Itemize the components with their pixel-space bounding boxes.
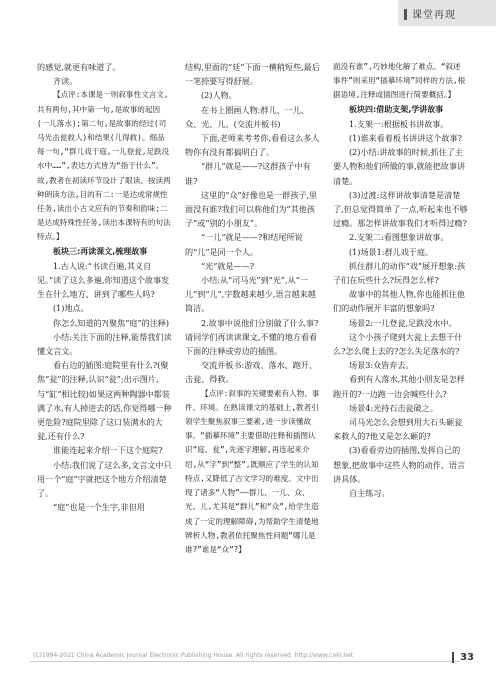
paragraph: 面没有谁”,巧妙地化解了难点。“叙述事件”则采用“插摹环境”同样的方法,根据语境,注释或插图进行简要概括。】 xyxy=(333,62,466,100)
paragraph: “光”就是——? xyxy=(201,260,255,271)
paragraph: 看右边的插图:庭院里有什么?(聚焦“瓮”的注释,认识“瓮”;出示图片,与“缸”相比较)如果这两种陶器中都装满了水,有人掉进去的话,你觉得哪一种更危险?庭院里除了这口装满水的大瓮,还有什么? xyxy=(37,360,172,442)
section-title: 课堂再现 xyxy=(412,10,456,21)
footer-divider xyxy=(30,661,460,662)
paragraph: 小结:我们说了这么多,文言文中只用一个“庭”字就把这个地方介绍清楚了。 xyxy=(37,459,172,499)
text-column-1 xyxy=(37,60,172,515)
paragraph: 你怎么知道的?(聚焦“庭”的注释) xyxy=(53,317,170,328)
paragraph: 场景3:众皆弃去。 xyxy=(349,360,414,371)
paragraph: 场景4:光持石击瓮破之。 xyxy=(349,402,438,413)
paragraph: “庭”也是一个生字,非但用 xyxy=(53,502,145,513)
paragraph: 1.古人说:“书读百遍,其义自见。”读了这么多遍,你知道这个故事发生在什么地方、讲到了哪些人吗? xyxy=(37,260,170,300)
paragraph: 交流并板书:游戏、落水、跑开、击瓮、得救。 xyxy=(185,360,318,385)
paragraph: 结构,里面的“廷”下面一横稍短些,最后一笔捺要写得舒展。 xyxy=(185,62,320,87)
paragraph: 在书上圈画人物:群儿、一儿、众、光、儿。(交流并板书) xyxy=(185,104,309,129)
paragraph: 2.故事中说他们分别做了什么事?请同学们再读读课文,不懂的地方看看下面的注释或旁边的插图。 xyxy=(185,317,319,357)
paragraph: 这里的“众”好像也是一群孩子,里面没有谁?我们可以称他们为“其他孩子”或“别的小朋友”。 xyxy=(185,189,318,229)
copyright-notice: (C)1994-2021 China Academic Journal Electronic Publishing House. All rights reserved. http://www.cnki.net xyxy=(33,652,354,659)
paragraph: 【点评:叙事的关键要素有人物、事件、环境。在熟读课文的基础上,教者引领学生聚焦叙事三要素,进一步读懂故事。“插摹环境”主要借助注释和插图认识“庭、瓮”,先逐字理解,再连起来介绍,从“字”到“整”,既顺应了学生的认知特点,又降低了古文学习的难度。文中出现了诸多“人物”——群儿、一儿、众、光、儿,尤其是“群儿”和“众”,给学生造成了一定的理解障碍,为帮助学生清楚地辨析人物,教者依托聚焦性问题“哪儿是谁?”谁是“众”?】 xyxy=(185,388,320,554)
paragraph: 的感觉,就更有味道了。 xyxy=(37,62,121,72)
paragraph: 自主练习。 xyxy=(349,488,390,499)
paragraph: (1)地点。 xyxy=(53,303,89,314)
paragraph: 齐读。 xyxy=(53,76,78,87)
section-marker xyxy=(404,9,407,20)
paragraph: 下面,老师来考考你,看看这么多人物你有没有都搞明白了。 xyxy=(185,133,320,158)
paragraph: (2)小结:讲故事的时候,抓住了主要人物和他们所做的事,就能把故事讲清楚。 xyxy=(333,147,466,186)
paragraph: 【点评:本课是一则叙事性文言文,共有两句,其中第一句,是故事的起因(一儿落水);第二句,是故事的经过(司马光击瓮救人)和结果(儿得救)。细品每一句,“群儿戏于庭,一儿登瓮,足跌没水中……”,表达方式皆为“指于什么”。故,教者在初读环节设计了眼读、按读两种朗读方法,目的有二:一是达成常规性任务,读出小古文应有的节奏和韵味;二是达成特殊性任务,读出本课特有的句法特点。】 xyxy=(37,90,171,242)
paragraph: (3)过渡:这样讲故事清楚是清楚了,但总觉得简单了一点,听起来也不够过瘾。那怎样讲故事我们才听得过瘾? xyxy=(333,189,468,229)
paragraph: 场景2:一儿登瓮,足跌没水中。 xyxy=(349,317,457,328)
paragraph: “群儿”就是——?这群孩子中有谁? xyxy=(185,161,311,186)
paragraph: (1)谁来看着板书讲讲这个故事? xyxy=(349,133,462,144)
page-number: 33 xyxy=(452,652,474,663)
paragraph: 板块四:借助支架,学讲故事 xyxy=(349,104,444,114)
text-column-3 xyxy=(333,60,468,500)
paragraph: 故事中的其他人物,你也能抓住他们的动作展开丰富的想象吗? xyxy=(333,289,465,314)
paragraph: (2)人物。 xyxy=(201,90,237,101)
text-column-2 xyxy=(185,60,320,557)
paragraph: 看到有人落水,其他小朋友是怎样跑开的?一边跑一边会喊些什么? xyxy=(333,374,465,399)
paragraph: 这个小孩子爬到大瓮上去想干什么?怎么爬上去的?怎么失足落水的? xyxy=(333,331,463,357)
paragraph: 1.支架一:根据板书讲故事。 xyxy=(349,118,449,129)
paragraph: 小结:从“司马光”到“光”,从“一儿”到“儿”,字数越来越少,语言越来越简洁。 xyxy=(185,275,316,314)
paragraph: 抓住群儿的动作“戏”展开想象:孩子们在玩些什么?玩得怎么样? xyxy=(333,260,466,286)
paragraph: 2.支架二:看图想象讲故事。 xyxy=(349,232,449,243)
paragraph: 谁能连起来介绍一下这个庭院? xyxy=(53,445,163,456)
paragraph: 司马光怎么会想到用大石头砸瓮来救人的?他又是怎么砸的? xyxy=(333,417,463,442)
section-header xyxy=(398,0,496,26)
paragraph: (3)看看旁边的插图,发挥自己的想象,把故事中这些人物的动作、语言讲具体。 xyxy=(333,445,466,484)
paragraph: 板块三:再读课文,梳理故事 xyxy=(53,246,148,256)
paragraph: 小结:关注下面的注释,能帮我们读懂文言文。 xyxy=(37,331,172,357)
paragraph: “一儿”就是——?和结尾所说的“儿”是同一个人。 xyxy=(185,232,303,257)
paragraph: (1)场景1:群儿戏于庭。 xyxy=(349,246,434,257)
